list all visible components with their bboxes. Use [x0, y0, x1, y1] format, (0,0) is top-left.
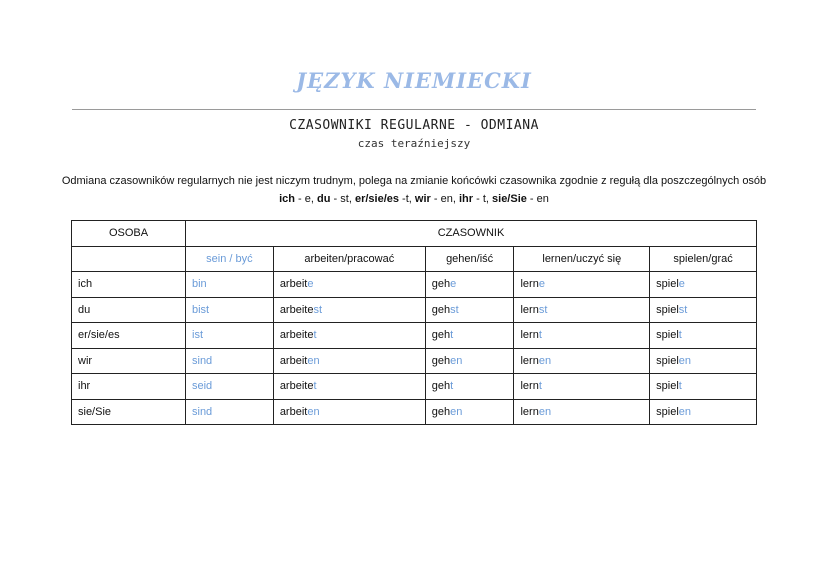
verb-stem: geh: [431, 354, 451, 367]
rule-ending: en: [536, 193, 549, 205]
verb-ending: seid: [192, 380, 213, 393]
verb-stem: arbeite: [279, 380, 314, 393]
verb-stem: arbeit: [279, 405, 308, 418]
verb-stem: spiel: [656, 354, 679, 367]
conjugation-cell: [186, 348, 274, 374]
person-cell: du: [72, 297, 186, 323]
verb-ending: bin: [192, 278, 207, 291]
verb-ending: en: [450, 405, 463, 418]
conjugation-cell: [273, 348, 425, 374]
verb-stem: arbeit: [279, 354, 308, 367]
conjugation-cell: [514, 323, 650, 349]
table-row: [72, 297, 757, 323]
conjugation-cell: [273, 272, 425, 298]
rule-trail: ,: [452, 193, 459, 205]
rule-trail: ,: [348, 193, 355, 205]
verb-stem: geh: [431, 329, 451, 342]
verb-ending: e: [450, 278, 457, 291]
person-cell: er/sie/es: [72, 323, 186, 349]
intro-rule-line: [0, 190, 828, 208]
verb-stem: lern: [520, 354, 539, 367]
verb-stem: geh: [431, 278, 451, 291]
verb-header: gehen/iść: [425, 246, 514, 272]
conjugation-cell: [650, 297, 757, 323]
verb-ending: ist: [192, 329, 203, 342]
verb-stem: arbeite: [279, 329, 314, 342]
verb-ending: en: [307, 405, 320, 418]
section-title: CZASOWNIKI REGULARNE - ODMIANA: [289, 118, 539, 133]
verb-ending: t: [538, 329, 542, 342]
conjugation-cell: [425, 323, 514, 349]
table-row: [72, 272, 757, 298]
rule-ending: e: [304, 193, 311, 205]
conjugation-cell: [425, 374, 514, 400]
conjugation-cell: [650, 348, 757, 374]
verb-ending: st: [450, 303, 459, 316]
verb-ending: t: [678, 380, 682, 393]
person-cell: ich: [72, 272, 186, 298]
rule-sep: -: [295, 193, 305, 205]
conjugation-cell: [425, 399, 514, 425]
verb-ending: t: [538, 380, 542, 393]
conjugation-cell: [186, 399, 274, 425]
verb-stem: spiel: [656, 278, 679, 291]
verb-ending: t: [450, 380, 454, 393]
verb-ending: en: [538, 354, 552, 367]
person-cell: wir: [72, 348, 186, 374]
conjugation-cell: [514, 374, 650, 400]
header-verb: CZASOWNIK: [186, 221, 757, 247]
verb-header: sein / być: [186, 246, 274, 272]
verb-header-empty: [72, 246, 186, 272]
conjugation-cell: [514, 297, 650, 323]
verb-ending: t: [678, 329, 682, 342]
conjugation-cell: [425, 272, 514, 298]
table-row: [72, 323, 757, 349]
conjugation-cell: [186, 297, 274, 323]
table-header-row: [72, 221, 757, 247]
conjugation-cell: [650, 399, 757, 425]
table-row: [72, 399, 757, 425]
verb-stem: geh: [431, 405, 451, 418]
header-person: OSOBA: [72, 221, 186, 247]
verb-ending: en: [307, 354, 320, 367]
rule-person: wir: [414, 193, 431, 205]
verb-header: arbeiten/pracować: [273, 246, 425, 272]
intro-line-1: Odmiana czasowników regularnych nie jest niczym trudnym, polega na zmianie końcówki czasownika zgodnie z regułą dla poszczególnych osób: [61, 175, 767, 187]
rule-sep: -: [330, 193, 341, 205]
person-cell: sie/Sie: [72, 399, 186, 425]
verb-header-row: [72, 246, 757, 272]
conjugation-cell: [650, 323, 757, 349]
verb-stem: geh: [431, 303, 451, 316]
rule-person: du: [317, 193, 331, 205]
verb-stem: lern: [520, 278, 539, 291]
person-cell: ihr: [72, 374, 186, 400]
verb-ending: t: [450, 329, 454, 342]
conjugation-cell: [273, 399, 425, 425]
verb-stem: lern: [520, 303, 539, 316]
rule-ending: st: [340, 193, 349, 205]
verb-ending: bist: [192, 303, 210, 316]
rule-sep: -: [526, 193, 537, 205]
conjugation-cell: [273, 374, 425, 400]
verb-ending: st: [313, 303, 323, 316]
rule-ending: t: [405, 193, 409, 205]
verb-ending: en: [538, 405, 552, 418]
verb-ending: sind: [192, 354, 213, 367]
verb-stem: spiel: [656, 329, 679, 342]
verb-stem: lern: [520, 329, 539, 342]
conjugation-cell: [514, 399, 650, 425]
verb-stem: arbeite: [279, 303, 314, 316]
tense-label: czas teraźniejszy: [357, 137, 471, 150]
rule-ending: en: [440, 193, 453, 205]
verb-stem: spiel: [656, 303, 679, 316]
conjugation-cell: [186, 323, 274, 349]
verb-header: lernen/uczyć się: [514, 246, 650, 272]
verb-ending: en: [450, 354, 463, 367]
verb-ending: sind: [192, 405, 213, 418]
conjugation-cell: [425, 348, 514, 374]
rule-person: ich: [279, 193, 295, 205]
rule-sep: -: [430, 193, 441, 205]
rule-ending: t: [482, 193, 486, 205]
rule-person: ihr: [458, 193, 474, 205]
title-divider: [72, 109, 756, 110]
verb-ending: e: [538, 278, 545, 291]
rule-trail: ,: [408, 193, 415, 205]
verb-ending: en: [678, 405, 692, 418]
conjugation-cell: [650, 374, 757, 400]
verb-stem: spiel: [656, 380, 679, 393]
conjugation-cell: [514, 272, 650, 298]
verb-stem: spiel: [656, 405, 679, 418]
conjugation-cell: [425, 297, 514, 323]
conjugation-cell: [273, 323, 425, 349]
verb-stem: lern: [520, 405, 539, 418]
conjugation-cell: [650, 272, 757, 298]
verb-ending: st: [538, 303, 548, 316]
rule-sep: -: [399, 193, 406, 205]
page-title: JĘZYK NIEMIECKI: [296, 68, 532, 93]
verb-ending: e: [307, 278, 314, 291]
conjugation-cell: [273, 297, 425, 323]
table-row: [72, 348, 757, 374]
verb-stem: geh: [431, 380, 451, 393]
conjugation-cell: [186, 374, 274, 400]
intro-text: [0, 172, 828, 208]
verb-header: spielen/grać: [650, 246, 757, 272]
verb-ending: t: [313, 380, 317, 393]
verb-ending: t: [313, 329, 317, 342]
rule-trail: ,: [310, 193, 318, 205]
verb-ending: en: [678, 354, 692, 367]
conjugation-cell: [514, 348, 650, 374]
verb-ending: st: [678, 303, 688, 316]
conjugation-cell: [186, 272, 274, 298]
table-row: [72, 374, 757, 400]
conjugation-table: [71, 220, 757, 425]
rule-sep: -: [473, 193, 483, 205]
rule-person: sie/Sie: [492, 193, 527, 205]
verb-ending: e: [678, 278, 685, 291]
verb-stem: lern: [520, 380, 539, 393]
rule-trail: ,: [485, 193, 493, 205]
rule-person: er/sie/es: [354, 193, 399, 205]
verb-stem: arbeit: [279, 278, 308, 291]
